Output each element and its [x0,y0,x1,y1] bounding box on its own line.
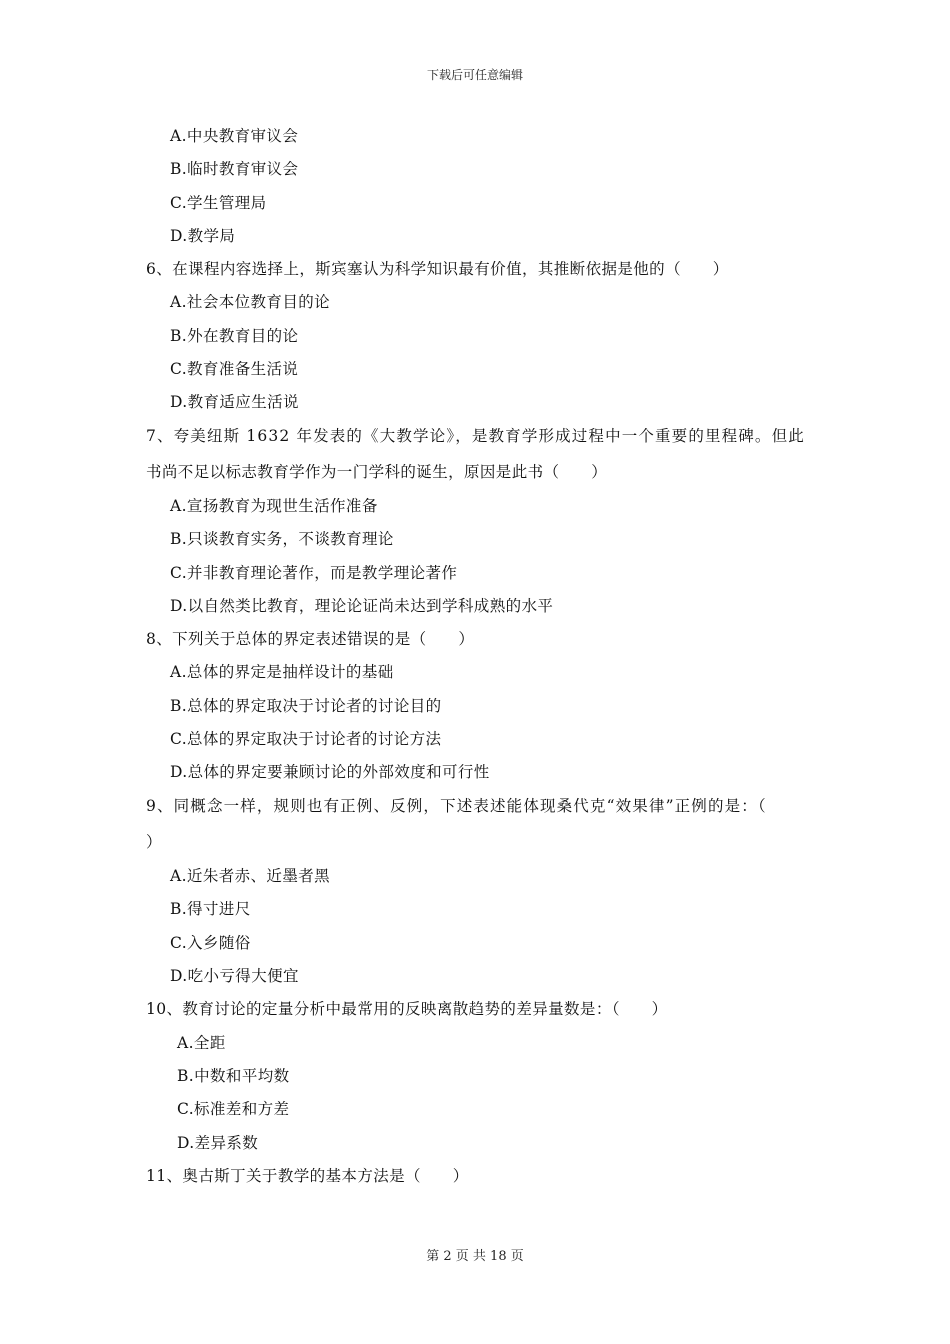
q10-option-d: D.差异系数 [177,1134,259,1152]
q10-stem: 10、教育讨论的定量分析中最常用的反映离散趋势的差异量数是：（ ） [146,1000,668,1018]
q10-option-b: B.中数和平均数 [177,1067,290,1085]
q6-option-a: A.社会本位教育目的论 [170,293,331,311]
q8-option-a: A.总体的界定是抽样设计的基础 [170,663,394,681]
q6-option-c: C.教育准备生活说 [170,360,299,378]
q9-stem-line2: ） [146,833,162,851]
q5-option-d: D.教学局 [170,227,236,245]
page-header: 下载后可任意编辑 [426,68,523,82]
q6-option-d: D.教育适应生活说 [170,393,299,411]
q11-stem: 11、奥古斯丁关于教学的基本方法是（ ） [146,1167,469,1185]
q8-stem: 8、下列关于总体的界定表述错误的是（ ） [146,630,475,648]
q9-option-c: C.入乡随俗 [170,934,251,952]
q8-option-c: C.总体的界定取决于讨论者的讨论方法 [170,730,442,748]
q10-option-c: C.标准差和方差 [177,1100,290,1118]
q5-option-a: A.中央教育审议会 [170,127,299,145]
q7-option-c: C.并非教育理论著作，而是教学理论著作 [170,564,458,582]
q7-option-a: A.宣扬教育为现世生活作准备 [170,497,378,515]
q9-stem-line1: 9、同概念一样，规则也有正例、反例，下述表述能体现桑代克“效果律”正例的是：（ [146,797,767,815]
q6-option-b: B.外在教育目的论 [170,327,299,345]
q9-option-b: B.得寸进尺 [170,900,251,918]
q5-option-b: B.临时教育审议会 [170,160,299,178]
q7-option-b: B.只谈教育实务，不谈教育理论 [170,530,394,548]
q6-stem: 6、在课程内容选择上，斯宾塞认为科学知识最有价值，其推断依据是他的（ ） [146,260,729,278]
q5-option-c: C.学生管理局 [170,194,267,212]
q7-stem-line1: 7、夸美纽斯 1632 年发表的《大教学论》，是教育学形成过程中一个重要的里程碑。但此 [146,427,805,445]
q9-option-a: A.近朱者赤、近墨者黑 [170,867,331,885]
q7-stem-line2: 书尚不足以标志教育学作为一门学科的诞生，原因是此书（ ） [146,463,608,481]
q9-option-d: D.吃小亏得大便宜 [170,967,299,985]
q8-option-b: B.总体的界定取决于讨论者的讨论目的 [170,697,442,715]
q8-option-d: D.总体的界定要兼顾讨论的外部效度和可行性 [170,763,490,781]
q7-option-d: D.以自然类比教育，理论论证尚未达到学科成熟的水平 [170,597,554,615]
page-footer: 第 2 页 共 18 页 [426,1249,524,1264]
q10-option-a: A.全距 [177,1034,226,1052]
